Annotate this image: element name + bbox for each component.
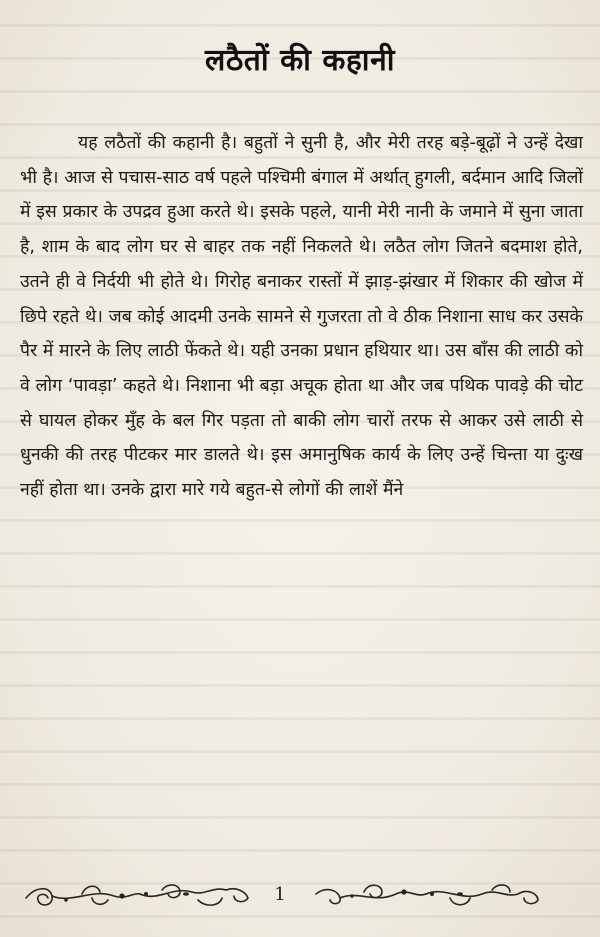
body-paragraph: यह लठैतों की कहानी है। बहुतों ने सुनी है, और मेरी तरह बड़े-बूढ़ों ने उन्हें देखा भी है। आज से पचास-साठ वर्ष पहले पश्चिमी बंगाल में अर्थात् हुगली, बर्दमान आदि जिलों में इस प्रकार के उपद्रव हुआ करते थे। इसके पहले, यानी मेरी नानी के जमाने में सुना जाता है, शाम के बाद लोग घर से बाहर तक नहीं निकलते थे। लठैत लोग जितने बदमाश होते, उतने ही वे निर्दयी भी होते थे। गिरोह बनाकर रास्तों में झाड़-झंखार में शिकार की खोज में छिपे रहते थे। जब कोई आदमी उनके सामने से गुजरता तो वे ठीक निशाना साध कर उसके पैर में मारने के लिए लाठी फेंकते थे। यही उनका प्रधान हथियार था। उस बाँस की लाठी को वे लोग ‘पावड़ा’ कहते थे। निशाना भी बड़ा अचूक होता था और जब पथिक पावड़े की चोट से घायल होकर मुँह के बल गिर पड़ता तो बाकी लोग चारों तरफ से आकर उसे लाठी से धुनकी की तरह पीटकर मार डालते थे। इस अमानुषिक कार्य के लिए उन्हें चिन्ता या दुःख नहीं होता था। उनके द्वारा मारे गये बहुत-से लोगों की लाशें मैंने	[20, 133, 583, 501]
chapter-title: लठैतों की कहानी	[205, 43, 395, 78]
page-footer	[0, 876, 600, 916]
floral-scroll-ornament-icon	[312, 880, 542, 912]
page-number: 1	[274, 884, 286, 905]
